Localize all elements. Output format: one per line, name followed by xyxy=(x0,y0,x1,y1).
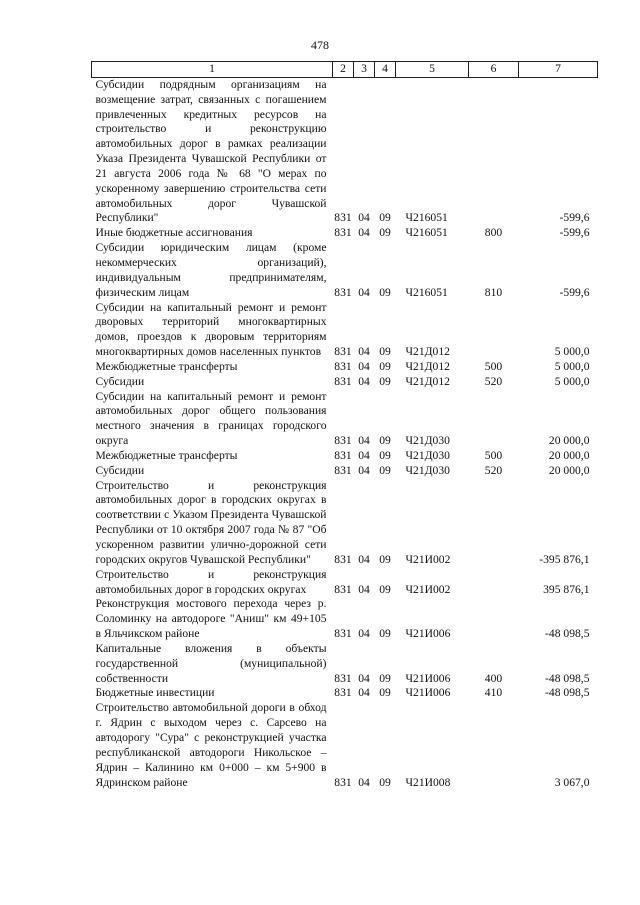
row-name: Строительство и реконструкция автомобильных дорог в городских округах в соответствии с Указом Президента Чувашской Республики от 10 октября 2007 года № 87 "Об ускоренном развитии улично-дорожной сети городских округов Чувашской Республики" xyxy=(95,478,327,566)
header-col-6: 6 xyxy=(469,62,519,78)
table-row xyxy=(92,449,598,464)
row-code-section: 04 xyxy=(358,552,370,566)
row-code-section: 04 xyxy=(358,434,370,448)
row-code-subsection: 09 xyxy=(379,434,391,448)
row-code-target: Ч21И006 xyxy=(405,671,451,685)
table-header-row xyxy=(92,62,598,78)
row-code-section: 04 xyxy=(358,627,370,641)
row-code-section: 04 xyxy=(358,671,370,685)
table-row xyxy=(92,464,598,479)
table-row xyxy=(92,360,598,375)
row-code-expense-type: 400 xyxy=(484,671,503,685)
table-row xyxy=(92,597,598,642)
row-name: Иные бюджетные ассигнования xyxy=(95,226,253,240)
row-code-expense-type: 520 xyxy=(484,374,503,388)
row-code-expense-type xyxy=(469,568,519,598)
header-col-1: 1 xyxy=(92,62,333,78)
row-code-subsection: 09 xyxy=(379,448,391,462)
row-code-expense-type: 410 xyxy=(484,686,503,700)
table-row xyxy=(92,701,598,790)
row-code-section: 04 xyxy=(358,345,370,359)
row-name: Субсидии на капитальный ремонт и ремонт автомобильных дорог общего пользования местного значения в границах городского округа xyxy=(95,389,327,448)
row-code-section: 04 xyxy=(358,359,370,373)
row-code-admin: 831 xyxy=(334,434,352,448)
row-code-subsection: 09 xyxy=(379,552,391,566)
row-code-subsection: 09 xyxy=(379,582,391,596)
row-code-subsection: 09 xyxy=(379,226,391,240)
row-name: Субсидии xyxy=(95,374,145,388)
header-col-3: 3 xyxy=(354,62,375,78)
table-row xyxy=(92,479,598,568)
row-code-subsection: 09 xyxy=(379,359,391,373)
row-code-admin: 831 xyxy=(334,285,352,299)
header-col-2: 2 xyxy=(333,62,354,78)
row-amount: 395 876,1 xyxy=(543,582,590,596)
row-amount: 20 000,0 xyxy=(548,463,590,477)
row-name: Бюджетные инвестиции xyxy=(95,686,215,700)
row-code-admin: 831 xyxy=(334,359,352,373)
row-code-section: 04 xyxy=(358,226,370,240)
header-col-4: 4 xyxy=(375,62,396,78)
table-row xyxy=(92,568,598,598)
row-name: Субсидии юридическим лицам (кроме некоммерческих организаций), индивидуальным предпринимателям, физическим лицам xyxy=(95,241,327,299)
row-code-target: Ч21Д030 xyxy=(405,448,450,462)
row-code-target: Ч21И002 xyxy=(405,582,451,596)
row-code-admin: 831 xyxy=(334,463,352,477)
row-name: Капитальные вложения в объекты государственной (муниципальной) собственности xyxy=(95,641,327,685)
row-name: Строительство автомобильной дороги в обход г. Ядрин с выходом через с. Сарсево на автодорогу "Сура" с реконструкцией участка республиканской автодороги Никольское – Ядрин – Калинино км 0+000 – км 5+900 в Ядринском районе xyxy=(95,701,327,789)
row-code-admin: 831 xyxy=(334,374,352,388)
row-amount: 5 000,0 xyxy=(554,345,590,359)
row-code-subsection: 09 xyxy=(379,374,391,388)
row-code-subsection: 09 xyxy=(379,671,391,685)
row-code-admin: 831 xyxy=(334,345,352,359)
row-amount: 20 000,0 xyxy=(548,448,590,462)
row-code-target: Ч21Д030 xyxy=(405,434,450,448)
row-code-expense-type: 500 xyxy=(484,448,503,462)
row-code-admin: 831 xyxy=(334,552,352,566)
row-code-subsection: 09 xyxy=(379,345,391,359)
row-amount: -395 876,1 xyxy=(539,552,590,566)
table-row xyxy=(92,301,598,360)
row-code-admin: 831 xyxy=(334,775,352,789)
row-code-subsection: 09 xyxy=(379,463,391,477)
row-code-target: Ч21Д012 xyxy=(405,345,450,359)
row-code-subsection: 09 xyxy=(379,285,391,299)
row-code-admin: 831 xyxy=(334,226,352,240)
row-code-expense-type: 500 xyxy=(484,359,503,373)
row-name: Строительство и реконструкция автомобильных дорог в городских округах xyxy=(95,567,327,596)
row-name: Субсидии подрядным организациям на возмещение затрат, связанных с погашением привлеченных кредитных ресурсов на строительство и реконструкцию автомобильных дорог в рамках реализации Указа Президента Чувашской Республики от 21 августа 2006 года № 68 "О мерах по ускоренному завершению строительства сети автомобильных дорог Чувашской Республики" xyxy=(95,77,327,225)
table-row xyxy=(92,642,598,687)
table-row xyxy=(92,241,598,300)
row-code-admin: 831 xyxy=(334,582,352,596)
row-code-target: Ч21И002 xyxy=(405,552,451,566)
row-amount: 5 000,0 xyxy=(554,374,590,388)
row-amount: 5 000,0 xyxy=(554,359,590,373)
table-row xyxy=(92,375,598,390)
row-code-target: Ч21И006 xyxy=(405,627,451,641)
row-amount: 3 067,0 xyxy=(554,775,590,789)
row-amount: -48 098,5 xyxy=(545,671,590,685)
table-row xyxy=(92,686,598,701)
row-code-section: 04 xyxy=(358,775,370,789)
row-name: Субсидии xyxy=(95,463,145,477)
row-code-admin: 831 xyxy=(334,627,352,641)
row-code-expense-type xyxy=(469,479,519,568)
row-code-section: 04 xyxy=(358,686,370,700)
row-amount: -599,6 xyxy=(559,285,590,299)
row-amount: -48 098,5 xyxy=(545,686,590,700)
row-name: Межбюджетные трансферты xyxy=(95,359,238,373)
row-code-subsection: 09 xyxy=(379,627,391,641)
row-code-target: Ч21И008 xyxy=(405,775,451,789)
row-code-admin: 831 xyxy=(334,686,352,700)
page-number: 478 xyxy=(311,38,329,52)
row-amount: -599,6 xyxy=(559,211,590,225)
row-amount: -48 098,5 xyxy=(545,627,590,641)
row-code-expense-type: 810 xyxy=(484,285,503,299)
row-code-section: 04 xyxy=(358,582,370,596)
row-amount: 20 000,0 xyxy=(548,434,590,448)
row-code-expense-type: 520 xyxy=(484,463,503,477)
header-col-7: 7 xyxy=(519,62,598,78)
row-code-target: Ч21Д030 xyxy=(405,463,450,477)
table-body xyxy=(92,77,598,790)
row-code-target: Ч21Д012 xyxy=(405,374,450,388)
row-code-expense-type xyxy=(469,597,519,642)
row-code-expense-type xyxy=(469,390,519,449)
row-code-expense-type xyxy=(469,77,519,226)
row-code-target: Ч216051 xyxy=(405,285,448,299)
table-row xyxy=(92,390,598,449)
header-col-5: 5 xyxy=(396,62,469,78)
table-row xyxy=(92,77,598,226)
row-code-section: 04 xyxy=(358,211,370,225)
row-code-expense-type xyxy=(469,301,519,360)
row-name: Субсидии на капитальный ремонт и ремонт дворовых территорий многоквартирных домов, проездов к дворовым территориям многоквартирных домов населенных пунктов xyxy=(95,300,327,359)
row-code-target: Ч21И006 xyxy=(405,686,451,700)
row-code-subsection: 09 xyxy=(379,775,391,789)
row-code-subsection: 09 xyxy=(379,686,391,700)
row-code-section: 04 xyxy=(358,374,370,388)
row-name: Реконструкция мостового перехода через р. Соломинку на автодороге "Аниш" км 49+105 в Яльчикском районе xyxy=(95,597,327,641)
table-row xyxy=(92,226,598,241)
row-code-expense-type xyxy=(469,701,519,790)
budget-table xyxy=(91,61,598,790)
row-code-target: Ч216051 xyxy=(405,211,448,225)
row-code-target: Ч21Д012 xyxy=(405,359,450,373)
row-code-target: Ч216051 xyxy=(405,226,448,240)
row-name: Межбюджетные трансферты xyxy=(95,448,238,462)
row-code-section: 04 xyxy=(358,285,370,299)
row-code-admin: 831 xyxy=(334,448,352,462)
row-code-admin: 831 xyxy=(334,671,352,685)
row-code-section: 04 xyxy=(358,463,370,477)
row-amount: -599,6 xyxy=(559,226,590,240)
row-code-section: 04 xyxy=(358,448,370,462)
row-code-subsection: 09 xyxy=(379,211,391,225)
row-code-expense-type: 800 xyxy=(484,226,503,240)
row-code-admin: 831 xyxy=(334,211,352,225)
